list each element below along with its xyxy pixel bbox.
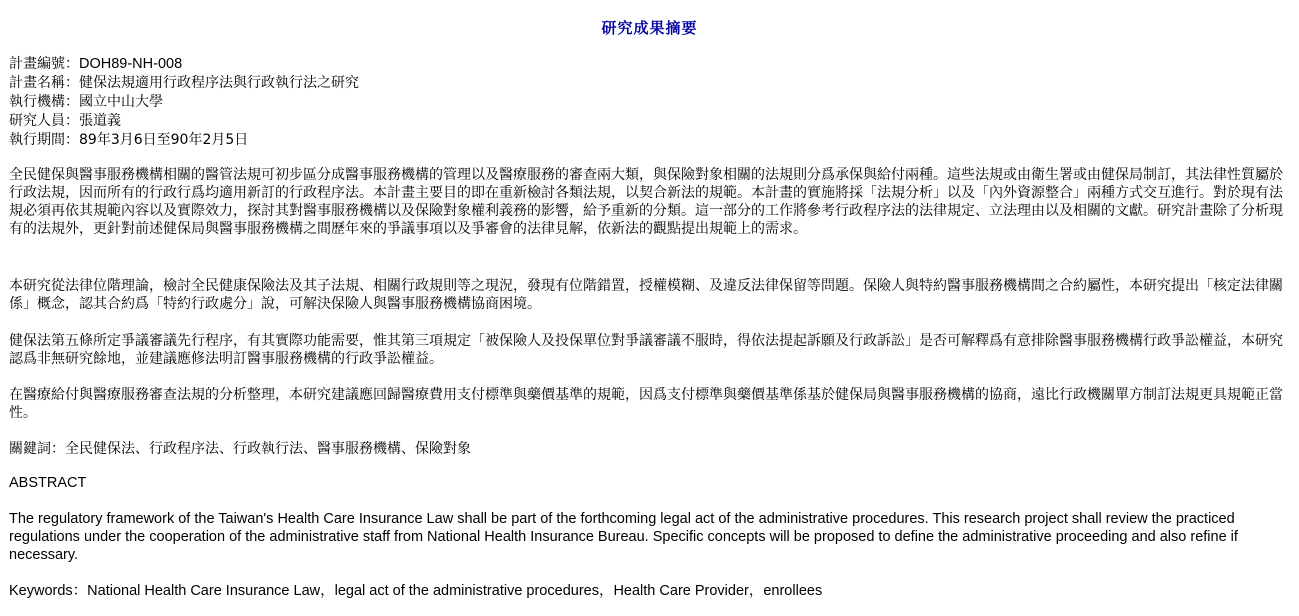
researcher-label: 研究人員： <box>9 113 79 129</box>
agency-row <box>9 93 359 112</box>
summary-paragraph-1: 全民健保與醫事服務機構相關的醫管法規可初步區分成醫事服務機構的管理以及醫療服務的審查兩大類，與保險對象相關的法規則分爲承保與給付兩種。這些法規或由衛生署或由健保局制訂，其法律性質屬於行政法規，因而所有的行政行爲均適用新訂的行政程序法。本計畫主要目的即在重新檢討各類法規，以契合新法的規範。本計畫的實施將採「法規分析」以及「內外資源整合」兩種方式交互進行。對於現有法規必須再依其規範內容以及實際效力，探討其對醫事服務機構以及保險對象權利義務的影響，給予重新的分類。這一部分的工作將參考行政程序法的法律規定、立法理由以及相關的文獻。研究計畫除了分析現有的法規外，更針對前述健保局與醫事服務機構之間歷年來的爭議事項以及爭審會的法律見解，依新法的觀點提出規範上的需求。 <box>9 167 1283 237</box>
project-number-row <box>9 55 359 74</box>
agency-label: 執行機構： <box>9 94 79 110</box>
agency-value: 國立中山大學 <box>79 94 163 110</box>
page-title: 研究成果摘要 <box>601 19 698 37</box>
project-name-label: 計畫名稱： <box>9 75 79 91</box>
period-label: 執行期間： <box>9 132 79 148</box>
researcher-row <box>9 112 359 131</box>
project-name-value: 健保法規適用行政程序法與行政執行法之研究 <box>79 75 359 91</box>
summary-paragraph-4: 在醫療給付與醫療服務審查法規的分析整理，本研究建議應回歸醫療費用支付標準與藥價基準的規範，因爲支付標準與藥價基準係基於健保局與醫事服務機構的協商，遠比行政機關單方制訂法規更具規範正當性。 <box>9 387 1283 421</box>
project-info <box>9 55 359 150</box>
keywords-chinese: 關鍵詞：全民健保法、行政程序法、行政執行法、醫事服務機構、保險對象 <box>9 441 471 457</box>
researcher-value: 張道義 <box>79 113 121 129</box>
period-row <box>9 131 359 150</box>
project-number-value: DOH89-NH-008 <box>79 56 183 72</box>
period-value: 89年3月6日至90年2月5日 <box>79 132 249 148</box>
summary-paragraph-3: 健保法第五條所定爭議審議先行程序，有其實際功能需要，惟其第三項規定「被保險人及投保單位對爭議審議不服時，得依法提起訴願及行政訴訟」是否可解釋爲有意排除醫事服務機構行政爭訟權益，本研究認爲非無研究餘地，並建議應修法明訂醫事服務機構的行政爭訟權益。 <box>9 333 1283 367</box>
project-name-row <box>9 74 359 93</box>
keywords-english: Keywords：National Health Care Insurance Law，legal act of the administrative procedures，Health Care Provider，enrollees <box>9 583 823 599</box>
project-number-label: 計畫編號： <box>9 56 79 72</box>
summary-paragraph-2: 本研究從法律位階理論，檢討全民健康保險法及其子法規、相關行政規則等之現況，發現有位階錯置，授權模糊、及違反法律保留等問題。保險人與特約醫事服務機構間之合約屬性，本研究提出「核定法律關係」概念，認其合約爲「特約行政處分」說，可解決保險人與醫事服務機構協商困境。 <box>9 278 1283 312</box>
abstract-heading: ABSTRACT <box>9 475 87 491</box>
abstract-paragraph: The regulatory framework of the Taiwan's Health Care Insurance Law shall be part of the forthcoming legal act of the administrative procedures. This research project shall review the practiced regulations under the cooperation of the administrative staff from National Health Insurance Bureau. Specific concepts will be proposed to define the administrative proceeding and also refine if necessary. <box>9 511 1238 563</box>
